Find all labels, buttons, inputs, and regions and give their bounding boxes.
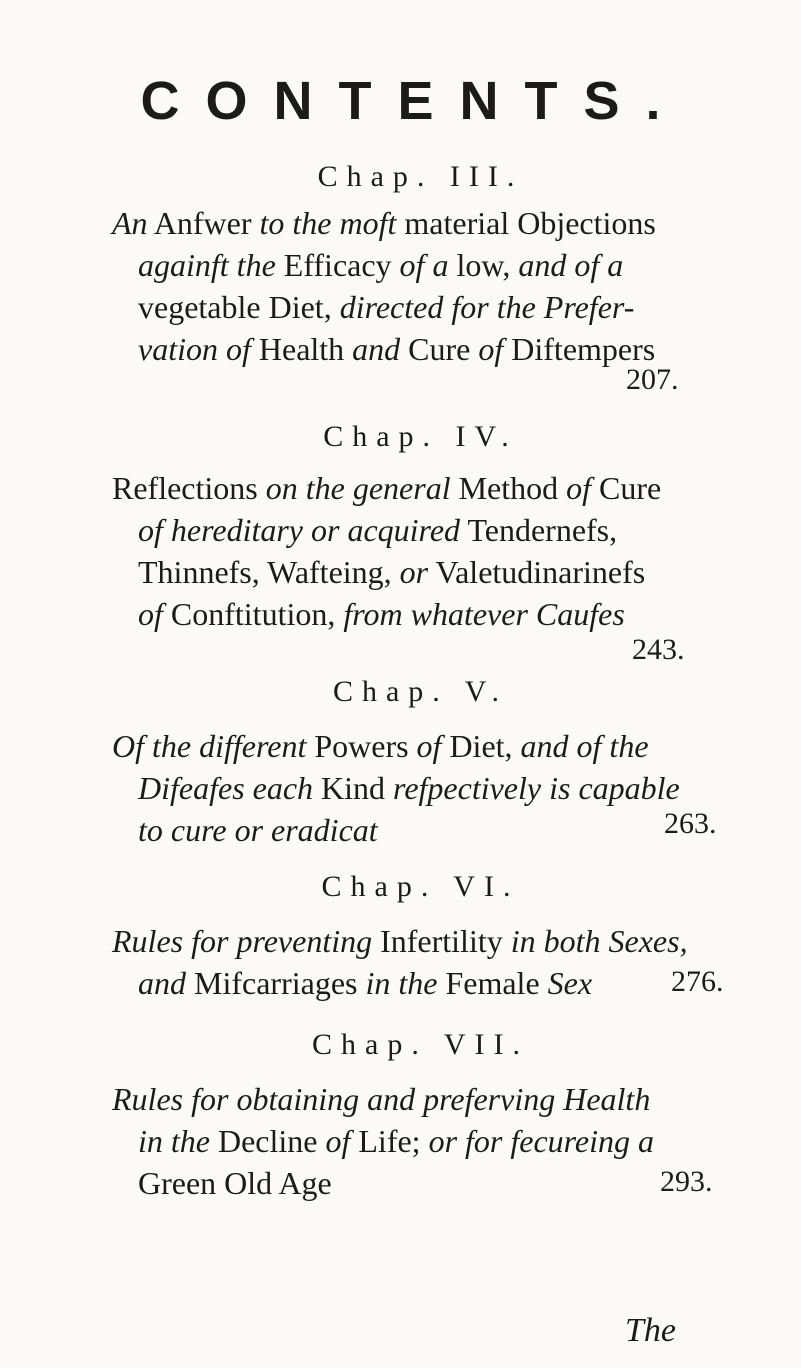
page-number-vii: 293. <box>660 1165 713 1198</box>
italic-run: Rules for obtaining and preferving Health <box>112 1081 651 1117</box>
entry-text-vi <box>112 920 762 1004</box>
chapter-heading-iv: Chap. IV. <box>323 420 518 453</box>
italic-run: and of the <box>520 728 649 764</box>
entry-line <box>112 920 762 962</box>
entry-line <box>112 725 762 767</box>
italic-run: on the general <box>265 470 451 506</box>
entry-line <box>112 1078 762 1120</box>
roman-run: Cure <box>591 470 662 506</box>
italic-run: of a <box>399 247 449 283</box>
italic-run: in the <box>138 1123 210 1159</box>
roman-run: Conftitution, <box>162 596 344 632</box>
roman-run: Efficacy <box>275 247 400 283</box>
roman-run: Cure <box>400 331 479 367</box>
italic-run: of <box>566 470 592 506</box>
roman-run: Tendernefs, <box>460 512 618 548</box>
catchword: The <box>625 1312 676 1349</box>
entry-line <box>112 551 762 593</box>
italic-run: Of the different <box>112 728 307 764</box>
entry-line <box>112 1120 762 1162</box>
roman-run: vegetable Diet, <box>138 289 340 325</box>
roman-run: Female <box>437 965 548 1001</box>
italic-run: againft the <box>138 247 276 283</box>
entry-line <box>112 767 762 809</box>
chapter-heading-v: Chap. V. <box>332 675 509 708</box>
roman-run: Life; <box>350 1123 429 1159</box>
italic-run: of <box>138 596 163 632</box>
roman-run: Valetudinarinefs <box>428 554 646 590</box>
entry-line <box>112 244 762 286</box>
roman-run: Infertility <box>372 923 511 959</box>
entry-line <box>112 467 762 509</box>
entry-line <box>112 962 762 1004</box>
italic-run: to cure or eradicat <box>138 812 378 848</box>
roman-run: Mifcarriages <box>186 965 366 1001</box>
italic-run: and of a <box>518 247 624 283</box>
roman-run: Thinnefs, Wafteing, <box>138 554 400 590</box>
italic-run: An <box>112 205 148 241</box>
chapter-heading-vii: Chap. VII. <box>312 1028 529 1061</box>
italic-run: of <box>478 331 504 367</box>
page-number-vi: 276. <box>671 965 724 998</box>
italic-run: Sex <box>547 965 593 1001</box>
roman-run: Powers <box>306 728 417 764</box>
italic-run: directed for the Prefer- <box>339 289 635 325</box>
chapter-heading-iii: Chap. III. <box>317 160 524 193</box>
roman-run: Reflections <box>112 470 266 506</box>
roman-run: Kind <box>313 770 394 806</box>
italic-run: and <box>352 331 401 367</box>
italic-run: in the <box>365 965 438 1001</box>
italic-run: from whatever Caufes <box>343 596 625 632</box>
entry-text-iv <box>112 467 762 635</box>
roman-run: material Objections <box>396 205 656 241</box>
entry-text-iii <box>112 202 762 370</box>
roman-run: Anfwer <box>147 205 260 241</box>
italic-run: in both Sexes, <box>510 923 688 959</box>
entry-line <box>112 593 762 635</box>
roman-run: Green Old Age <box>138 1165 332 1201</box>
roman-run: low, <box>448 247 519 283</box>
italic-run: refpectively is capable <box>393 770 680 806</box>
roman-run: Diftempers <box>503 331 656 367</box>
page-number-v: 263. <box>664 807 717 840</box>
roman-run: Diet, <box>441 728 521 764</box>
entry-line <box>112 509 762 551</box>
chapter-heading-vi: Chap. VI. <box>321 870 520 903</box>
italic-run: of <box>416 728 442 764</box>
italic-run: of <box>325 1123 351 1159</box>
roman-run: Health <box>250 331 353 367</box>
roman-run: Method <box>450 470 567 506</box>
page-number-iii: 207. <box>626 363 679 396</box>
entry-line <box>112 202 762 244</box>
roman-run: Decline <box>209 1123 326 1159</box>
italic-run: of hereditary or acquired <box>138 512 461 548</box>
page-title: CONTENTS. <box>140 71 687 131</box>
italic-run: vation of <box>138 331 251 367</box>
italic-run: or <box>399 554 429 590</box>
italic-run: or for fecureing a <box>428 1123 655 1159</box>
italic-run: Rules for preventing <box>112 923 373 959</box>
italic-run: Difeafes each <box>138 770 314 806</box>
page-number-iv: 243. <box>632 633 685 666</box>
italic-run: to the moft <box>259 205 397 241</box>
italic-run: and <box>138 965 186 1001</box>
entry-line <box>112 286 762 328</box>
